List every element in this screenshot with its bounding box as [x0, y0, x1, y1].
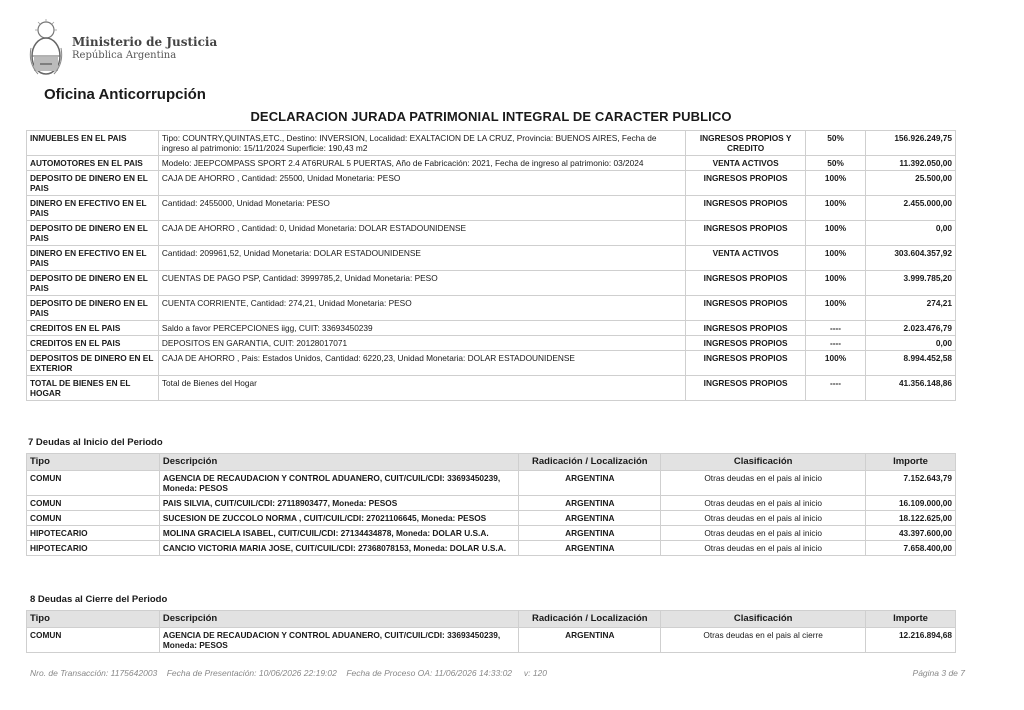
asset-row: [27, 321, 956, 336]
asset-amount: 41.356.148,86: [866, 376, 956, 401]
debt-description: PAIS SILVIA, CUIT/CUIL/CDI: 27118903477, Moneda: PESOS: [159, 496, 519, 511]
asset-category: CREDITOS EN EL PAIS: [27, 321, 159, 336]
debt-description: MOLINA GRACIELA ISABEL, CUIT/CUIL/CDI: 27134434878, Moneda: DOLAR U.S.A.: [159, 526, 519, 541]
column-header: Radicación / Localización: [519, 611, 661, 628]
asset-description: CAJA DE AHORRO , Cantidad: 25500, Unidad Monetaria: PESO: [158, 171, 685, 196]
asset-amount: 303.604.357,92: [866, 246, 956, 271]
asset-description: CAJA DE AHORRO , Pais: Estados Unidos, Cantidad: 6220,23, Unidad Monetaria: DOLAR ESTADOUNIDENSE: [158, 351, 685, 376]
asset-description: Total de Bienes del Hogar: [158, 376, 685, 401]
asset-category: DEPOSITO DE DINERO EN EL PAIS: [27, 296, 159, 321]
debt-location: ARGENTINA: [519, 628, 661, 653]
asset-origin: INGRESOS PROPIOS: [686, 351, 806, 376]
ministry-name: Ministerio de Justicia: [72, 35, 218, 49]
column-header: Clasificación: [661, 611, 866, 628]
asset-percent: 100%: [806, 171, 866, 196]
column-header: Clasificación: [661, 454, 866, 471]
debt-type: COMUN: [27, 628, 160, 653]
debts-start-title: 7 Deudas al Inicio del Periodo: [28, 437, 163, 448]
assets-table: [26, 130, 956, 401]
asset-category: AUTOMOTORES EN EL PAIS: [27, 156, 159, 171]
debt-classification: Otras deudas en el pais al inicio: [661, 496, 866, 511]
asset-origin: INGRESOS PROPIOS Y CREDITO: [686, 131, 806, 156]
document-title: DECLARACION JURADA PATRIMONIAL INTEGRAL DE CARACTER PUBLICO: [250, 109, 732, 124]
column-header: Descripción: [159, 454, 519, 471]
asset-percent: 100%: [806, 221, 866, 246]
column-header: Importe: [866, 454, 956, 471]
asset-category: TOTAL DE BIENES EN EL HOGAR: [27, 376, 159, 401]
asset-origin: INGRESOS PROPIOS: [686, 321, 806, 336]
debt-row: [27, 628, 956, 653]
debts-end-table: [26, 610, 956, 653]
debt-location: ARGENTINA: [519, 496, 661, 511]
debt-amount: 43.397.600,00: [866, 526, 956, 541]
asset-amount: 156.926.249,75: [866, 131, 956, 156]
debts-start-table: [26, 453, 956, 556]
asset-row: [27, 246, 956, 271]
debts-end-title: 8 Deudas al Cierre del Periodo: [30, 594, 168, 605]
asset-origin: INGRESOS PROPIOS: [686, 296, 806, 321]
ministry-logo: [28, 18, 217, 78]
asset-category: INMUEBLES EN EL PAIS: [27, 131, 159, 156]
asset-description: CUENTA CORRIENTE, Cantidad: 274,21, Unidad Monetaria: PESO: [158, 296, 685, 321]
asset-percent: 100%: [806, 296, 866, 321]
asset-amount: 0,00: [866, 221, 956, 246]
asset-category: DEPOSITOS DE DINERO EN EL EXTERIOR: [27, 351, 159, 376]
asset-row: [27, 171, 956, 196]
coat-of-arms-icon: [28, 18, 64, 78]
debt-amount: 7.658.400,00: [866, 541, 956, 556]
asset-amount: 2.023.476,79: [866, 321, 956, 336]
asset-row: [27, 296, 956, 321]
asset-description: CUENTAS DE PAGO PSP, Cantidad: 3999785,2, Unidad Monetaria: PESO: [158, 271, 685, 296]
asset-category: DEPOSITO DE DINERO EN EL PAIS: [27, 271, 159, 296]
asset-description: Cantidad: 209961,52, Unidad Monetaria: DOLAR ESTADOUNIDENSE: [158, 246, 685, 271]
asset-percent: 50%: [806, 131, 866, 156]
debt-type: COMUN: [27, 511, 160, 526]
asset-amount: 2.455.000,00: [866, 196, 956, 221]
asset-description: DEPOSITOS EN GARANTIA, CUIT: 20128017071: [158, 336, 685, 351]
debt-location: ARGENTINA: [519, 471, 661, 496]
asset-percent: ----: [806, 321, 866, 336]
asset-amount: 11.392.050,00: [866, 156, 956, 171]
page-number: Página 3 de 7: [912, 668, 965, 678]
column-header: Tipo: [27, 454, 160, 471]
asset-percent: ----: [806, 336, 866, 351]
debt-classification: Otras deudas en el pais al cierre: [661, 628, 866, 653]
debt-row: [27, 496, 956, 511]
debt-description: AGENCIA DE RECAUDACION Y CONTROL ADUANERO, CUIT/CUIL/CDI: 33693450239, Moneda: PESOS: [159, 628, 519, 653]
column-header: Radicación / Localización: [519, 454, 661, 471]
asset-description: Modelo: JEEPCOMPASS SPORT 2.4 AT6RURAL 5 PUERTAS, Año de Fabricación: 2021, Fecha de ingreso al patrimonio: 03/2024: [158, 156, 685, 171]
asset-row: [27, 221, 956, 246]
asset-category: DINERO EN EFECTIVO EN EL PAIS: [27, 246, 159, 271]
transaction-number: Nro. de Transacción: 1175642003: [30, 668, 158, 678]
country-name: República Argentina: [72, 50, 177, 61]
debt-location: ARGENTINA: [519, 526, 661, 541]
asset-percent: 100%: [806, 271, 866, 296]
asset-origin: VENTA ACTIVOS: [686, 246, 806, 271]
debt-classification: Otras deudas en el pais al inicio: [661, 471, 866, 496]
debt-description: AGENCIA DE RECAUDACION Y CONTROL ADUANERO, CUIT/CUIL/CDI: 33693450239, Moneda: PESOS: [159, 471, 519, 496]
debt-amount: 7.152.643,79: [866, 471, 956, 496]
asset-percent: ----: [806, 376, 866, 401]
asset-row: [27, 351, 956, 376]
debt-type: COMUN: [27, 496, 160, 511]
debt-classification: Otras deudas en el pais al inicio: [661, 526, 866, 541]
asset-category: DINERO EN EFECTIVO EN EL PAIS: [27, 196, 159, 221]
asset-percent: 100%: [806, 196, 866, 221]
asset-description: Saldo a favor PERCEPCIONES iigg, CUIT: 33693450239: [158, 321, 685, 336]
asset-row: [27, 196, 956, 221]
debt-type: COMUN: [27, 471, 160, 496]
debt-amount: 18.122.625,00: [866, 511, 956, 526]
asset-percent: 100%: [806, 351, 866, 376]
asset-percent: 50%: [806, 156, 866, 171]
asset-amount: 8.994.452,58: [866, 351, 956, 376]
debt-row: [27, 471, 956, 496]
debt-row: [27, 511, 956, 526]
asset-description: Cantidad: 2455000, Unidad Monetaria: PESO: [158, 196, 685, 221]
presentation-date: Fecha de Presentación: 10/06/2026 22:19:02: [166, 668, 337, 678]
asset-row: [27, 271, 956, 296]
asset-row: [27, 156, 956, 171]
column-header: Tipo: [27, 611, 160, 628]
asset-origin: INGRESOS PROPIOS: [686, 376, 806, 401]
asset-row: [27, 336, 956, 351]
debt-amount: 12.216.894,68: [866, 628, 956, 653]
asset-origin: INGRESOS PROPIOS: [686, 271, 806, 296]
debt-classification: Otras deudas en el pais al inicio: [661, 541, 866, 556]
asset-category: DEPOSITO DE DINERO EN EL PAIS: [27, 171, 159, 196]
asset-origin: INGRESOS PROPIOS: [686, 196, 806, 221]
column-header: Descripción: [159, 611, 519, 628]
debt-description: SUCESION DE ZUCCOLO NORMA , CUIT/CUIL/CDI: 27021106645, Moneda: PESOS: [159, 511, 519, 526]
debt-description: CANCIO VICTORIA MARIA JOSE, CUIT/CUIL/CDI: 27368078153, Moneda: DOLAR U.S.A.: [159, 541, 519, 556]
asset-amount: 25.500,00: [866, 171, 956, 196]
asset-origin: INGRESOS PROPIOS: [686, 221, 806, 246]
office-title: Oficina Anticorrupción: [44, 86, 206, 103]
debt-location: ARGENTINA: [519, 511, 661, 526]
debt-classification: Otras deudas en el pais al inicio: [661, 511, 866, 526]
asset-origin: INGRESOS PROPIOS: [686, 336, 806, 351]
column-header: Importe: [866, 611, 956, 628]
debt-type: HIPOTECARIO: [27, 526, 160, 541]
process-date: Fecha de Proceso OA: 11/06/2026 14:33:02: [346, 668, 513, 678]
version: v: 120: [523, 668, 548, 678]
asset-origin: INGRESOS PROPIOS: [686, 171, 806, 196]
debt-location: ARGENTINA: [519, 541, 661, 556]
asset-amount: 3.999.785,20: [866, 271, 956, 296]
debt-row: [27, 541, 956, 556]
page-footer: [30, 668, 965, 678]
debt-row: [27, 526, 956, 541]
asset-category: CREDITOS EN EL PAIS: [27, 336, 159, 351]
asset-amount: 274,21: [866, 296, 956, 321]
asset-percent: 100%: [806, 246, 866, 271]
asset-row: [27, 376, 956, 401]
asset-description: Tipo: COUNTRY,QUINTAS,ETC., Destino: INVERSION, Localidad: EXALTACION DE LA CRUZ, Provincia: BUENOS AIRES, Fecha de ingreso al patrimonio: 15/11/2024 Superficie: 190,43 m2: [158, 131, 685, 156]
debt-type: HIPOTECARIO: [27, 541, 160, 556]
asset-amount: 0,00: [866, 336, 956, 351]
asset-origin: VENTA ACTIVOS: [686, 156, 806, 171]
asset-description: CAJA DE AHORRO , Cantidad: 0, Unidad Monetaria: DOLAR ESTADOUNIDENSE: [158, 221, 685, 246]
asset-row: [27, 131, 956, 156]
asset-category: DEPOSITO DE DINERO EN EL PAIS: [27, 221, 159, 246]
debt-amount: 16.109.000,00: [866, 496, 956, 511]
